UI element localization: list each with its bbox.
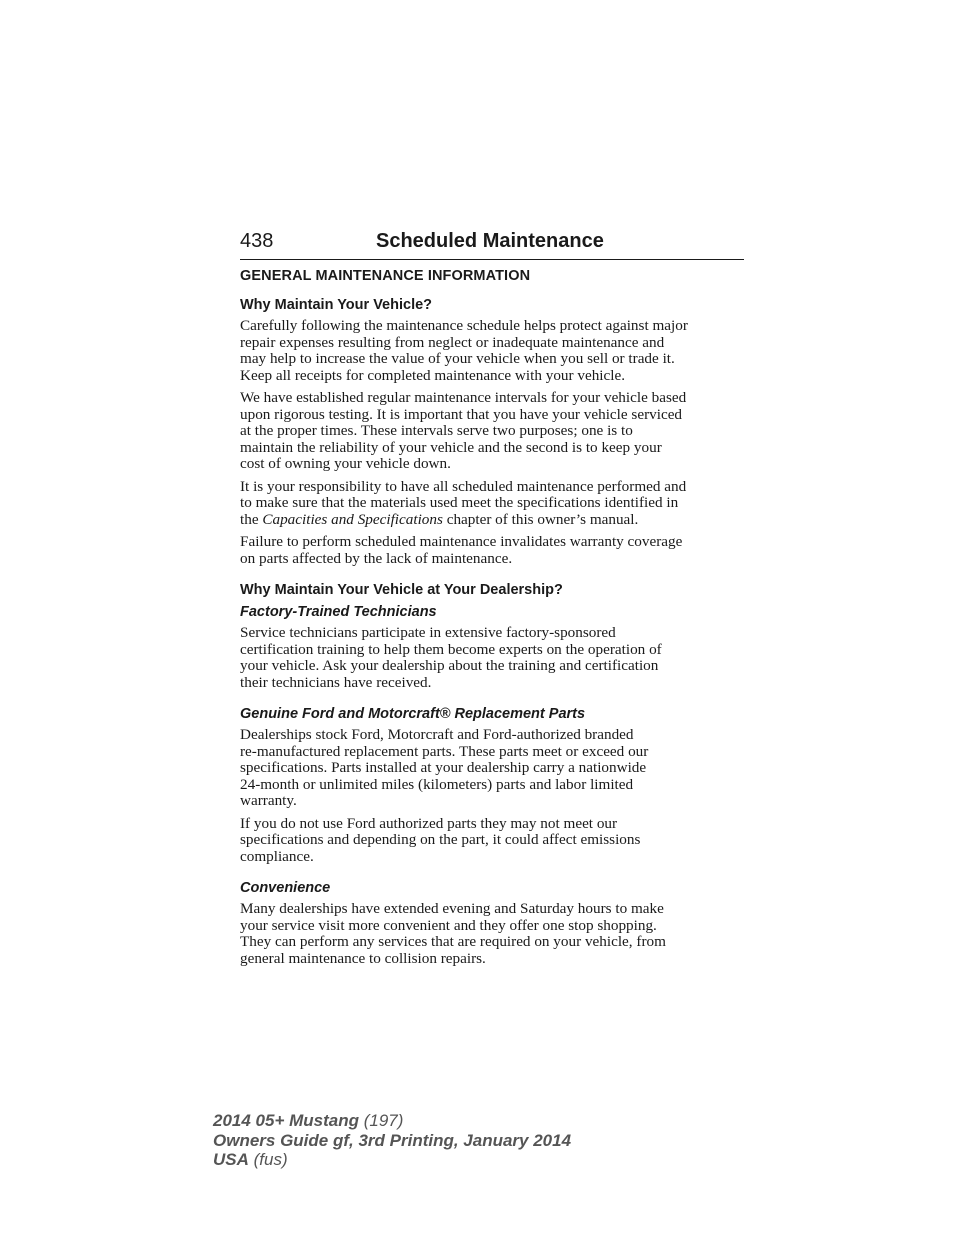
subheading-parts: Genuine Ford and Motorcraft® Replacement Parts	[240, 706, 586, 722]
footer-line-market	[213, 1150, 571, 1170]
subheading-technicians: Factory-Trained Technicians	[240, 604, 437, 620]
chapter-reference: Capacities and Specifications	[262, 510, 443, 528]
paragraph: If you do not use Ford authorized parts they may not meet our specifications and depending on the part, it could affect emissions compliance.	[240, 814, 641, 865]
paragraph: Carefully following the maintenance schedule helps protect against major repair expenses resulting from neglect or inadequate maintenance and may help to increase the value of your vehicle when you sell or trade it. Keep all receipts for completed maintenance with your vehicle.	[240, 317, 688, 384]
paragraph-with-reference	[240, 479, 746, 529]
footer-line-model	[213, 1111, 571, 1131]
paragraph-text: It is your responsibility to have all scheduled maintenance performed and to make sure that the materials used meet the specifications identified in the	[240, 477, 687, 528]
footer-guide: Owners Guide gf, 3rd Printing, January 2014	[213, 1130, 572, 1150]
page-content	[240, 266, 746, 973]
footer-market-code: (fus)	[253, 1150, 288, 1169]
page-number: 438	[240, 230, 274, 252]
footer-market: USA	[213, 1150, 249, 1169]
paragraph: Many dealerships have extended evening and Saturday hours to make your service visit more convenient and they offer one stop shopping. They can perform any services that are required on your vehicle, from general maintenance to collision repairs.	[240, 900, 666, 967]
subheading-dealership: Why Maintain Your Vehicle at Your Dealership?	[240, 582, 563, 598]
footer-model: 2014 05+ Mustang	[213, 1111, 359, 1130]
paragraph: Dealerships stock Ford, Motorcraft and Ford-authorized branded re-manufactured replacement parts. These parts meet or exceed our specifications. Parts installed at your dealership carry a nationwide 24-month or unlimited miles (kilometers) parts and labor limited warranty.	[240, 726, 649, 809]
paragraph-text: chapter of this owner’s manual.	[442, 510, 639, 528]
subheading-convenience: Convenience	[240, 880, 331, 896]
paragraph: We have established regular maintenance intervals for your vehicle based upon rigorous testing. It is important that you have your vehicle serviced at the proper times. These intervals serve two purposes; one is to maintain the reliability of your vehicle and the second is to keep your cost of owning your vehicle down.	[240, 389, 687, 472]
chapter-title: Scheduled Maintenance	[376, 230, 604, 252]
page-header	[240, 229, 744, 260]
section-heading: GENERAL MAINTENANCE INFORMATION	[240, 268, 531, 284]
paragraph: Service technicians participate in extensive factory-sponsored certification training to help them become experts on the operation of your vehicle. Ask your dealership about the training and certification their technicians have received.	[240, 624, 662, 691]
page-footer	[213, 1111, 571, 1170]
footer-model-code: (197)	[363, 1111, 404, 1130]
subheading-why-maintain: Why Maintain Your Vehicle?	[240, 297, 433, 313]
paragraph: Failure to perform scheduled maintenance invalidates warranty coverage on parts affected by the lack of maintenance.	[240, 533, 683, 567]
